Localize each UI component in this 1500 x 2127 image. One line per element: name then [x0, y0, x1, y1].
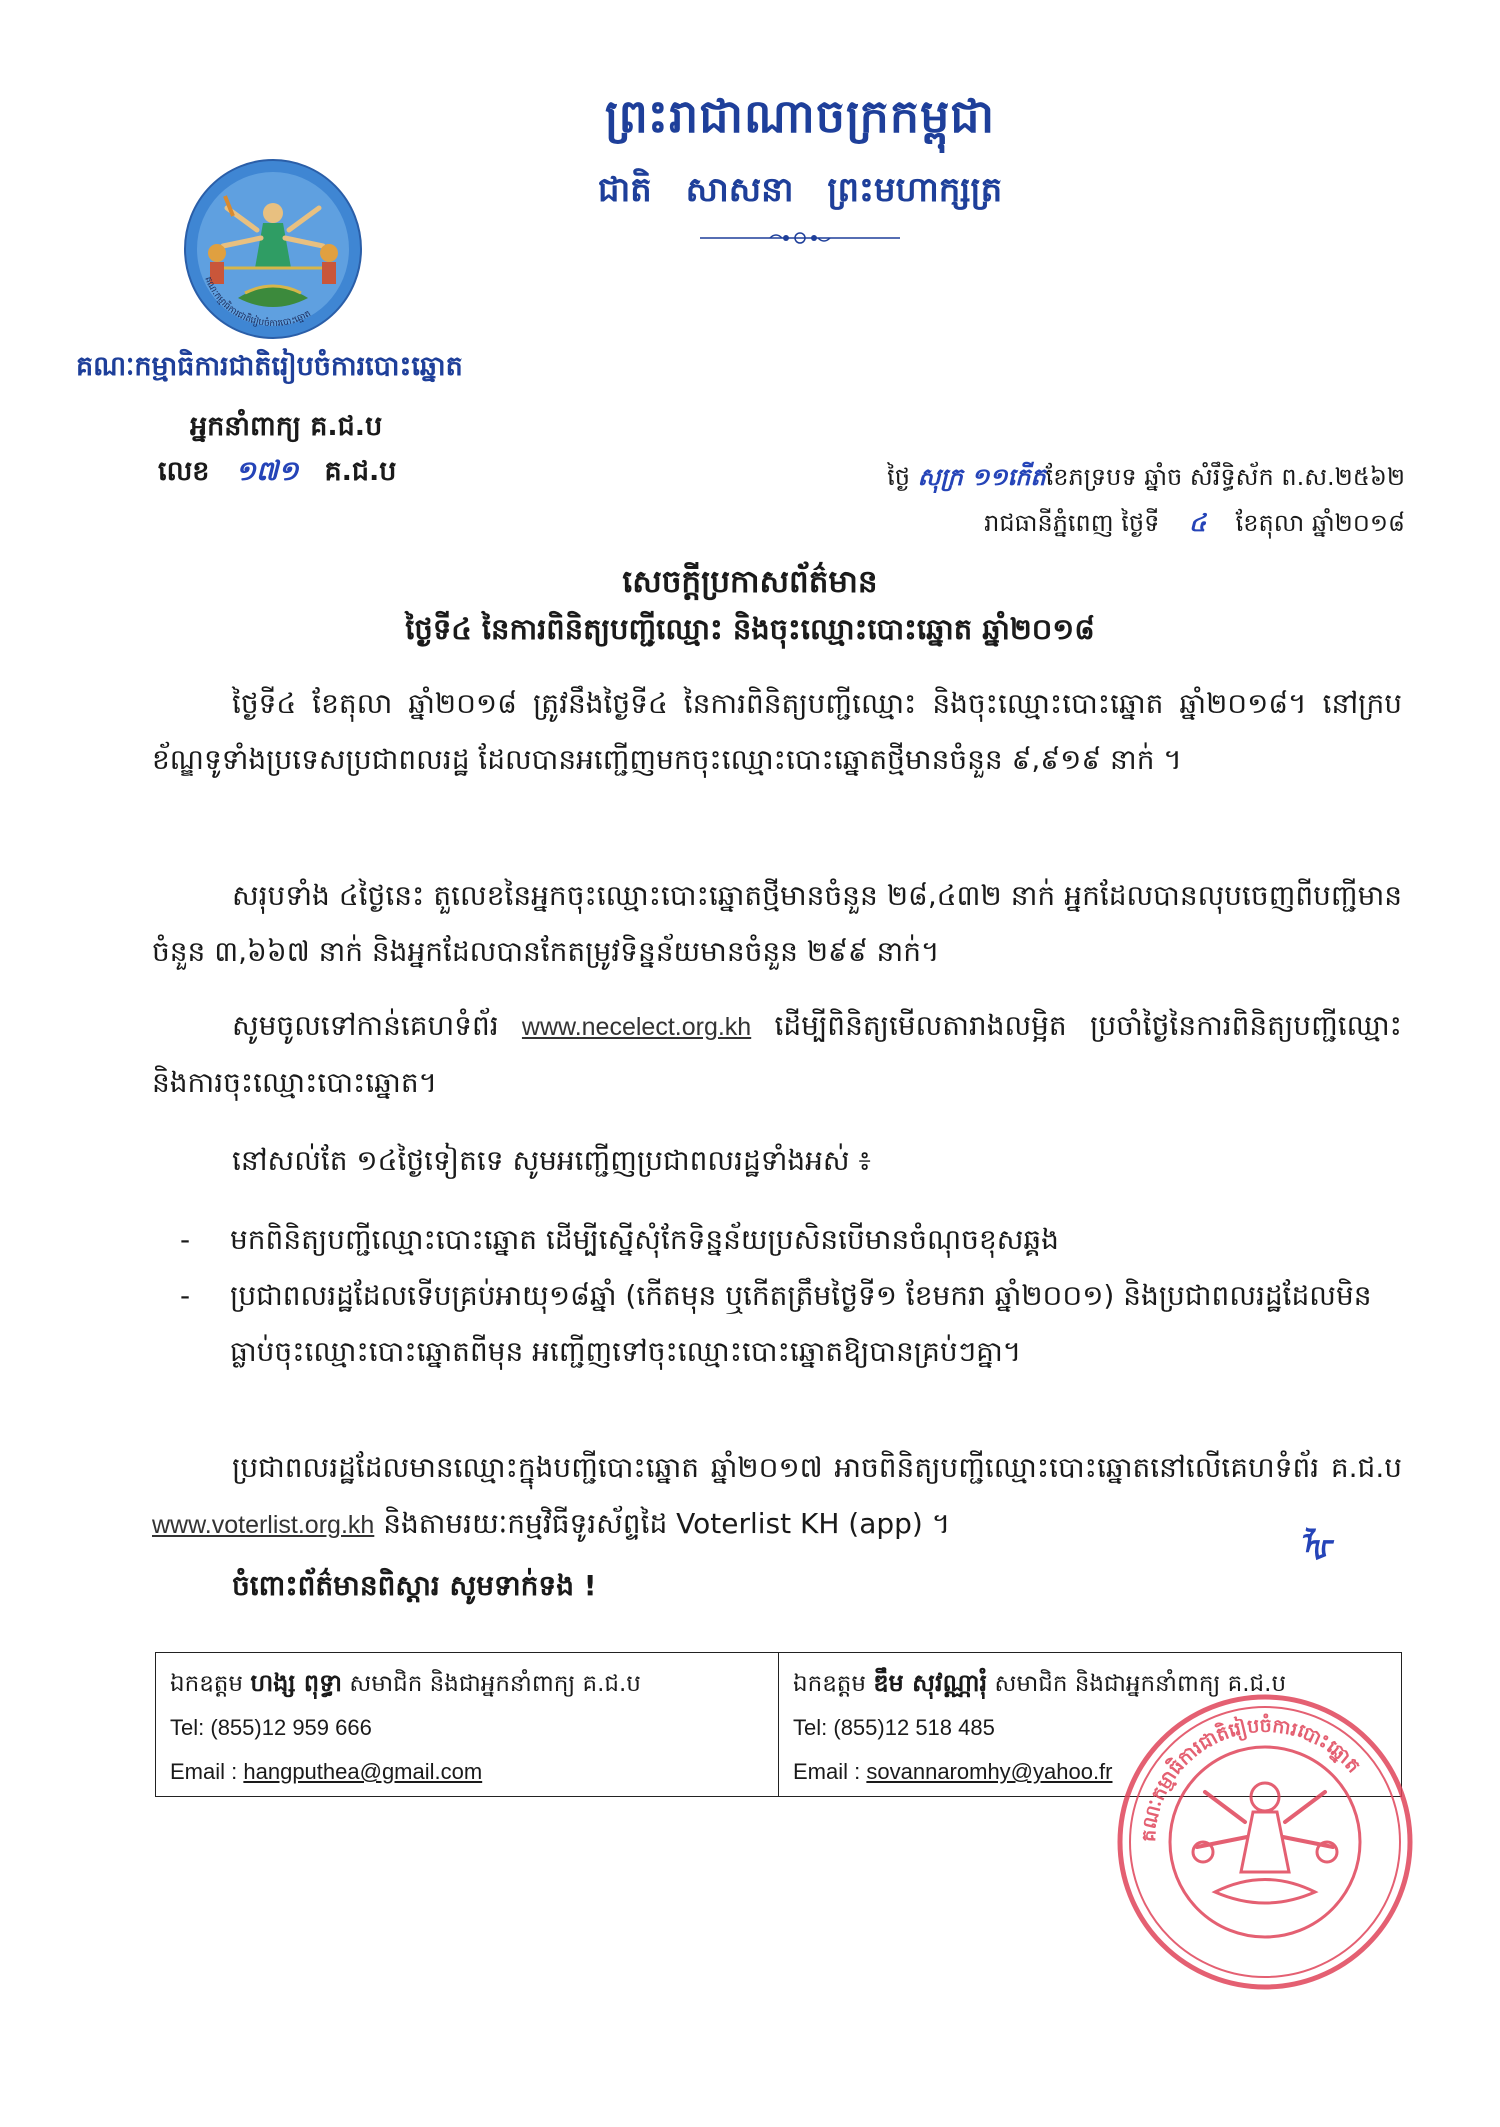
seal-text: គណៈកម្មាធិការជាតិរៀបចំការបោះឆ្នោត [1137, 1714, 1365, 1843]
list-item: - ប្រជាពលរដ្ឋដែលទើបគ្រប់អាយុ១៨ឆ្នាំ (កើតមុន ឬកើតត្រឹមថ្ងៃទី១ ខែមករា ឆ្នាំ២០០១) និងប្រជាពលរដ្ឋដែលមិនធ្លាប់ចុះឈ្មោះបោះឆ្នោតពីមុន អញ្ជើញទៅចុះឈ្មោះបោះឆ្នោតឱ្យបានគ្រប់ៗគ្នា។ [230, 1268, 1402, 1380]
closing-line: ចំពោះព័ត៌មានពិស្តារ សូមទាក់ទង ! [232, 1569, 597, 1602]
logo-caption: គណៈកម្មាធិការជាតិរៀបចំការបោះឆ្នោត [202, 275, 313, 330]
paragraph-1-text: ថ្ងៃទី៤ ខែតុលា ឆ្នាំ២០១៨ ត្រូវនឹងថ្ងៃទី៤ នៃការពិនិត្យបញ្ជីឈ្មោះ និងចុះឈ្មោះបោះឆ្នោត ឆ្នាំ២០១៨។ នៅក្របខ័ណ្ឌទូទាំងប្រទេសប្រជាពលរដ្ឋ ដែលបានអញ្ជើញមកចុះឈ្មោះបោះឆ្នោតថ្មីមានចំនួន ៩,៩១៩ នាក់ ។ [152, 687, 1402, 776]
paragraph-3 [152, 998, 1402, 1111]
document-title: សេចក្តីប្រកាសព័ត៌មាន [622, 564, 878, 600]
contact-role: សមាជិក និងជាអ្នកនាំពាក្យ គ.ជ.ប [349, 1671, 641, 1697]
contact-role: សមាជិក និងជាអ្នកនាំពាក្យ គ.ជ.ប [994, 1671, 1287, 1697]
solar-date [790, 508, 1405, 543]
organization-name: គណៈកម្មាធិការជាតិរៀបចំការបោះឆ្នោត [76, 351, 463, 382]
email-label: Email : [170, 1759, 238, 1784]
spokesperson-label: អ្នកនាំពាក្យ គ.ជ.ប [190, 411, 383, 442]
contact-name: ហង្ស ពុទ្ធា [250, 1669, 342, 1697]
paragraph-1 [152, 676, 1402, 788]
handwritten-initials: ᡀ [1298, 1527, 1332, 1562]
paragraph-5 [152, 1440, 1402, 1553]
lunar-rest: ខែភទ្របទ ឆ្នាំច សំរឹទ្ធិស័ក ព.ស.២៥៦២ [1045, 463, 1405, 491]
solar-prefix: រាជធានីភ្នំពេញ ថ្ងៃទី [984, 509, 1160, 537]
lunar-prefix: ថ្ងៃ [887, 463, 910, 491]
document-subtitle: ថ្ងៃទី៤ នៃការពិនិត្យបញ្ជីឈ្មោះ និងចុះឈ្មោះបោះឆ្នោត ឆ្នាំ២០១៨ [405, 612, 1095, 646]
contact-email[interactable]: hangputhea@gmail.com [243, 1759, 483, 1784]
paragraph-2 [152, 868, 1402, 980]
ornament-divider-icon [700, 228, 900, 248]
voterlist-link[interactable]: www.voterlist.org.kh [152, 1511, 375, 1539]
lunar-date [830, 462, 1405, 497]
kingdom-title: ព្រះរាជាណាចក្រកម្ពុជា [604, 89, 996, 143]
paragraph-5-after: និងតាមរយៈកម្មវិធីទូរស័ព្ទដៃ Voterlist KH (app) ។ [383, 1507, 951, 1540]
paragraph-4 [152, 1133, 1402, 1189]
tel-label: Tel: [170, 1715, 205, 1740]
solar-rest: ខែតុលា ឆ្នាំ២០១៨ [1235, 509, 1405, 537]
email-label: Email : [793, 1759, 861, 1784]
necelect-link[interactable]: www.necelect.org.kh [521, 1013, 752, 1041]
bullet-list [230, 1212, 1402, 1380]
reference-number [158, 455, 396, 494]
lunar-handwritten: សុក្រ ១១កើត [917, 463, 1046, 491]
contact-prefix: ឯកឧត្តម [170, 1671, 243, 1697]
solar-day-handwritten: ៤ [1189, 509, 1206, 537]
tel-label: Tel: [793, 1715, 828, 1740]
contact-prefix: ឯកឧត្តម [793, 1671, 866, 1697]
official-seal-icon [1115, 1692, 1415, 1992]
paragraph-2-text: សរុបទាំង ៤ថ្ងៃនេះ តួលេខនៃអ្នកចុះឈ្មោះបោះឆ្នោតថ្មីមានចំនួន ២៨,៤៣២ នាក់ អ្នកដែលបានលុបចេញពីបញ្ជីមានចំនួន ៣,៦៦៧ នាក់ និងអ្នកដែលបានកែតម្រូវទិន្នន័យមានចំនួន ២៩៩ នាក់។ [152, 879, 1402, 968]
ref-label: លេខ [158, 456, 210, 487]
paragraph-4-text: នៅសល់តែ ១៤ថ្ងៃទៀតទេ សូមអញ្ជើញប្រជាពលរដ្ឋទាំងអស់ ៖ [232, 1144, 871, 1177]
nec-logo-icon [183, 158, 363, 340]
contact-cell-1 [156, 1653, 778, 1796]
contact-phone[interactable]: (855)12 959 666 [210, 1715, 372, 1740]
contact-email[interactable]: sovannaromhy@yahoo.fr [866, 1759, 1113, 1784]
national-motto: ជាតិ សាសនា ព្រះមហាក្សត្រ [597, 170, 1003, 210]
paragraph-3-after: ដើម្បីពិនិត្យមើលតារាងលម្អិត ប្រចាំថ្ងៃនៃការពិនិត្យបញ្ជីឈ្មោះ និងការចុះឈ្មោះបោះឆ្នោត។ [152, 1009, 1402, 1099]
ref-suffix: គ.ជ.ប [324, 456, 397, 487]
paragraph-3-before: សូមចូលទៅកាន់គេហទំព័រ [232, 1009, 499, 1042]
contact-phone[interactable]: (855)12 518 485 [833, 1715, 995, 1740]
paragraph-5-before: ប្រជាពលរដ្ឋដែលមានឈ្មោះក្នុងបញ្ជីបោះឆ្នោត ឆ្នាំ២០១៧ អាចពិនិត្យបញ្ជីឈ្មោះបោះឆ្នោតនៅលើគេហទំព័រ គ.ជ.ប [232, 1451, 1402, 1484]
ref-number-handwritten: ១៧១ [235, 456, 299, 487]
contact-name: ឌឹម សុវណ្ណារុំ [873, 1669, 988, 1697]
list-item: - មកពិនិត្យបញ្ជីឈ្មោះបោះឆ្នោត ដើម្បីស្នើសុំកែទិន្នន័យប្រសិនបើមានចំណុចខុសឆ្គង [230, 1212, 1402, 1268]
